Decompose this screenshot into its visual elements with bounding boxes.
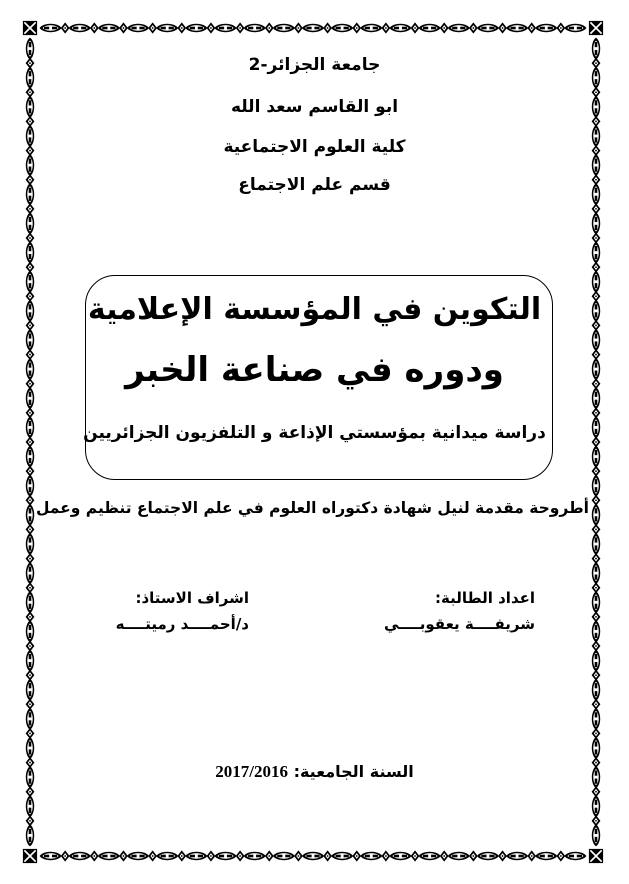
student-credit: [384, 590, 535, 632]
student-label: اعداد الطالبة:: [435, 589, 535, 607]
thesis-title-line1: التكوين في المؤسسة الإعلامية: [87, 292, 542, 327]
thesis-statement: أطروحة مقدمة لنيل شهادة دكتوراه العلوم في علم الاجتماع تنظيم وعمل: [35, 499, 589, 517]
student-name: شريفــــة يعقوبــــي: [384, 614, 535, 633]
academic-year: [40, 762, 589, 782]
university-title: جامعة الجزائر-2: [248, 55, 381, 75]
supervisor-credit: [116, 590, 249, 632]
thesis-subtitle: دراسة ميدانية بمؤسستي الإذاعة و التلفزيون الجزائريين: [83, 423, 546, 443]
university-name: ابو القاسم سعد الله: [230, 97, 399, 117]
supervisor-label: اشراف الاستاذ:: [135, 589, 249, 607]
faculty-name: كلية العلوم الاجتماعية: [223, 137, 406, 157]
academic-year-label: السنة الجامعية:: [293, 762, 414, 781]
supervisor-name: د/أحمــــد رميتــــه: [115, 614, 249, 633]
thesis-title-line2: ودوره في صناعة الخبر: [125, 350, 504, 390]
department-name: قسم علم الاجتماع: [238, 175, 391, 195]
academic-year-value: 2017/2016: [215, 762, 288, 781]
